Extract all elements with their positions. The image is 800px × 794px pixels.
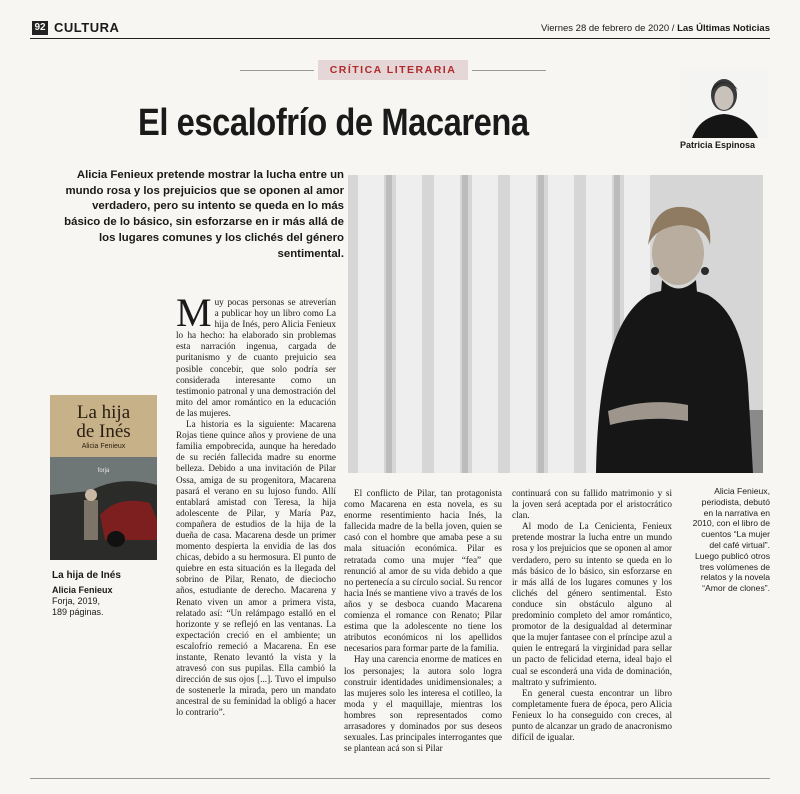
photo-caption: Alicia Fenieux, periodista, debutó en la narrativa en 2010, con el libro de cuentos “La mujer del café virtual”. Luego publicó otros tres volúmenes de relatos y la novela “Amor de clones”.	[692, 486, 770, 594]
article-lead: Alicia Fenieux pretende mostrar la lucha entre un mundo rosa y los prejuicios que se oponen al amor verdadero, pero su intento se queda en lo más básico de lo básico, sin esforzarse en ir más allá de los lugares comunes y los clichés del género sentimental.	[64, 169, 344, 260]
book-cover	[50, 395, 157, 560]
bottom-rule	[30, 778, 770, 779]
column-3-paragraph-3: En general cuesta encontrar un libro completamente fuera de época, pero Alicia Fenieux lo ha conseguido con creces, al punto de alcanzar un grado de anacronismo difícil de igualar.	[512, 687, 672, 743]
column-3-paragraph-1: continuará con su fallido matrimonio y si la joven será aceptada por el aristocrático clan.	[512, 488, 672, 521]
cover-publisher: forja	[97, 468, 110, 474]
dateline	[541, 23, 770, 34]
column-1-paragraph-1: uy pocas personas se atreverían a publicar hoy un libro como La hija de Inés, pero Alicia Fenieux lo ha hecho: ha elaborado sin problemas esta narración ingenua, cargada de puritanismo y de cuanto prejuicio sea posible concebir, que solo podría ser considerada interesante como un testimonio patronal y una demostración del mito del amor romántico en la educación de las mujeres.	[176, 297, 336, 418]
column-1-paragraph-2: La historia es la siguiente: Macarena Rojas tiene quince años y proviene de una familia empobrecida, aunque ha heredado de su recién fallecida madre su enorme belleza. Debido a una invitación de Pilar Ossa, amiga de su progenitora, Macarena pasará el verano en su lujoso fundo. Allí entablará amistad con Teresa, la hija adolescente de Pilar, y María Paz, compañera de estudios de la hija de la dueña de casa. Macarena desde un primer momento despierta la envidia de las dos chicas, debido a su hermosura. El punto de quiebre en esta situación es la llegada del sobrino de Pilar, Renato, de dieciocho años, estudiante de derecho. Macarena y Renato viven un amor a primera vista, relatado así: “Un relámpago estalló en el horizonte y se reflejó en las ventanas. La expectación creció en el ambiente; un escalofrío remeció a Macarena. En ese instante, Renato levantó la vista y la atravesó con sus pupilas. Ella cambió la dirección de sus ojos [...]. Tuvo el impulso de sostenerle la mirada, pero un mandato ancestral de su feminidad la obligó a hacer lo contrario”.	[176, 419, 336, 718]
author-portrait	[680, 68, 768, 138]
cover-title-line-1: La hija	[76, 402, 131, 423]
book-pages: 189 páginas.	[52, 607, 104, 617]
section-name: CULTURA	[54, 20, 120, 35]
kicker-rule-left	[240, 70, 314, 71]
page-number: 92	[32, 21, 48, 35]
drop-cap: M	[176, 290, 212, 335]
book-info	[52, 585, 113, 618]
article-photo	[348, 175, 763, 473]
book-author: Alicia Fenieux	[52, 585, 113, 595]
issue-date: Viernes 28 de febrero de 2020 /	[540, 23, 675, 34]
publication-name: Las Últimas Noticias	[677, 23, 770, 34]
article-column-3	[512, 488, 672, 743]
book-title: La hija de Inés	[52, 570, 121, 581]
author-name: Patricia Espinosa	[680, 140, 756, 150]
column-2-paragraph-2: Hay una carencia enorme de matices en los personajes; la autora solo logra construir identidades unidimensionales; a las mujeres solo les interesa el cotilleo, la moda y el maquillaje, mientras los hombres son representados como arrasadores y dominados por sus deseos sexuales. Las principales interrogantes que se plantean acá son si Pilar	[344, 654, 502, 754]
kicker-rule-right	[472, 70, 546, 71]
column-3-paragraph-2: Al modo de La Cenicienta, Fenieux pretende mostrar la lucha entre un mundo rosa y los prejuicios que se oponen al amor verdadero, pero su intento se queda en lo más básico de lo básico, sin esforzarse en ir más allá de los lugares comunes y los clichés del género sentimental. Esto conduce sin obstáculo alguno al predominio completo del amor romántico, promotor de la desigualdad al determinar que la mujer fantasee con el príncipe azul a quien le entregará la virginidad para sellar un pacto de felicidad eterna, ideal bajo el cual se esconderá una vida de dominación, maltrato y sufrimiento.	[512, 521, 672, 687]
article-column-2	[344, 488, 502, 754]
column-2-paragraph-1: El conflicto de Pilar, tan protagonista como Macarena en esta novela, es su enorme resentimiento hacia Inés, la fallecida madre de la bella joven, quien se casó con el hombre que amaba pese a su mala situación económica. Pilar es retratada como una mujer “fea” que renunció al amor de su vida debido a que no pertenecía a su círculo social. Su rencor hacia Inés se mantiene vivo a través de los años y se desboca cuando Macarena comienza el romance con Renato; Pilar estima que la adolescente no tiene los atributos económicos ni los apellidos necesarios para formar parte de la familia.	[344, 488, 502, 654]
article-title: El escalofrío de Macarena	[138, 102, 529, 144]
kicker: CRÍTICA LITERARIA	[318, 60, 468, 80]
cover-title-line-2: de Inés	[76, 421, 131, 442]
article-column-1	[176, 290, 336, 719]
cover-author: Alicia Fenieux	[81, 443, 126, 450]
book-details: Forja, 2019,	[52, 596, 101, 606]
